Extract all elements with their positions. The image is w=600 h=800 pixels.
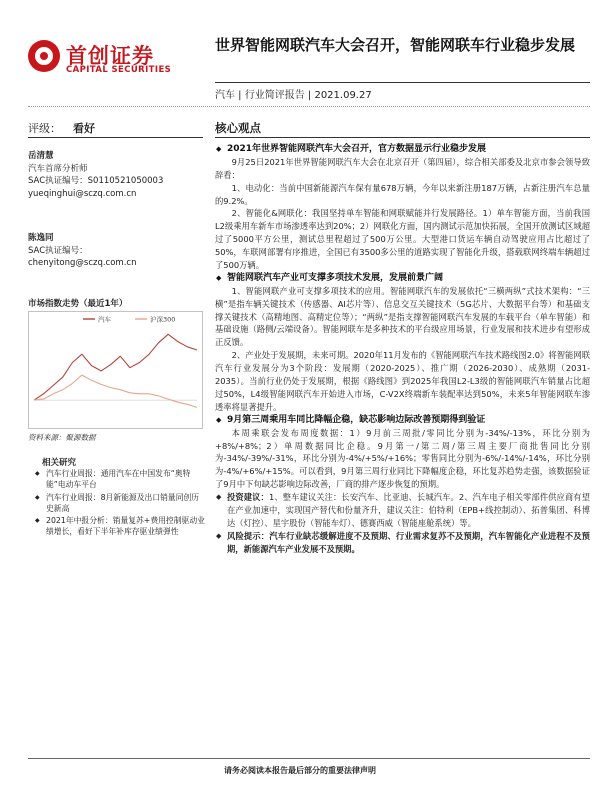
- section-heading: ◆ 智能网联汽车产业可支撑多项技术发展，发展前景广阔: [215, 272, 590, 285]
- investment-advice: [215, 491, 590, 530]
- right-divider: [215, 137, 590, 138]
- paragraph: 本周乘联会发布周度数据：1）9月前三周批/零同比分别为-34%/-13%，环比分别为+8%/+8%；2）单周数据同比企稳。9月第一/第二周/第三周主要厂商批售同比分别为-34%/-39%/-31%，环比分别为-4%/+5%/+16%；零售同比分别为-6%/-14%/-14%，环比分别为-4%/+6%/+15%。可以看到，9月第三周行业同比下降幅度企稳，环比复苏趋势走强，该数据验证了9月中下旬缺芯影响边际改善，厂商的排产逐步恢复的预期。: [215, 427, 590, 490]
- investment-advice-text: 1、整车建议关注：长安汽车、比亚迪、长城汽车。2、汽车电子相关零部件供应商有望在产业加速中，实现国产替代和份量齐升，建议关注：伯特利（EPB+线控制动）、拓普集团、科博达（灯控）、星宇股份（智能车灯）、德赛西威（智能座舱系统）等。: [227, 492, 590, 528]
- chart-source: 资料来源：聚源数据: [28, 433, 96, 442]
- core-views-title: 核心观点: [215, 121, 261, 135]
- chart-frame: [29, 312, 203, 429]
- paragraph: 1、电动化：当前中国新能源汽车保有量678万辆，今年以来新注册187万辆，占新注册汽车总量的9.2%。: [215, 182, 590, 206]
- chart-title: 市场指数走势（最近1年）: [28, 299, 128, 309]
- risk-warning: [215, 530, 590, 556]
- footer-disclaimer: 请务必阅读本报告最后部分的重要法律声明: [224, 766, 376, 775]
- paragraph: 2、产业处于发展期，未来可期。2020年11月发布的《智能网联汽车技术路线图2.0》将智能网联汽车行业发展分为3个阶段：发展期（2020-2025）、推广期（2026-2030）、成熟期（2031-2035）。当前行业仍处于发展期，根据《路线图》到2025年我国L2-L3级的智能网联汽车销量占比超过50%，L4级智能网联汽车开始进入市场，C-V2X终端新车装配率达到50%，未来5年智能网联车渗透率将显著提升。: [215, 350, 590, 412]
- risk-warning-text: 汽车行业缺芯缓解进度不及预期、行业需求复苏不及预期，汽车智能化产业进程不及预期，新能源汽车产业发展不及预期。: [227, 530, 590, 554]
- title-divider: [215, 82, 590, 83]
- header-dotted-divider: [28, 106, 590, 107]
- logo-name-en: CAPITAL SECURITIES: [66, 65, 172, 75]
- report-meta: 汽车 | 行业简评报告 | 2021.09.27: [215, 90, 372, 101]
- analyst-card: [28, 232, 136, 270]
- analyst-sac: SAC执证编号：: [28, 245, 88, 256]
- related-research-title: 相关研究: [42, 458, 77, 468]
- related-research-list: [34, 468, 206, 539]
- risk-warning-label: 风险提示：: [227, 530, 270, 541]
- related-research-item[interactable]: ◆ 汽车行业周报：通用汽车在中国发布“奥特能”电动车平台: [34, 468, 206, 491]
- logo-mark-icon: [28, 40, 60, 72]
- core-views-content: [215, 143, 590, 556]
- analyst-name: 陈逸同: [28, 233, 54, 243]
- rating-label: 评级：: [28, 122, 61, 135]
- company-logo: [28, 38, 200, 78]
- analyst-name: 岳清慧: [28, 151, 54, 161]
- series-line-沪深300: [34, 375, 197, 407]
- left-divider: [28, 137, 203, 138]
- related-research-item[interactable]: ◆ 汽车行业周报：8月新能源及出口销量同创历史新高: [34, 492, 206, 515]
- section-heading: ◆ 9月第三周乘用车同比降幅企稳，缺芯影响边际改善预期得到验证: [215, 414, 590, 427]
- analyst-sac: SAC执证编号：S0110521050003: [28, 176, 164, 186]
- market-index-chart: [28, 311, 203, 429]
- report-title: 世界智能网联汽车大会召开，智能网联车行业稳步发展: [215, 36, 576, 54]
- paragraph: 1、智能网联产业可支撑多项技术的应用。智能网联汽车的发展依托“三横两纵”式技术架构：“三横”是指车辆关键技术（传感器、AI芯片等）、信息交互关键技术（5G芯片、大数据平台等）和基础支撑关键技术（高精地图、高精定位等）；“两纵”是指支撑智能网联汽车发展的车载平台（单车智能）和基础设施（路侧/云端设备）。智能网联车是多种技术的平台级应用场景，行业发展和技术进步有望形成正反馈。: [215, 285, 590, 348]
- paragraph: 2、智能化&网联化：我国坚持单车智能和网联赋能并行发展路径。1）单车智能方面，当前我国L2级乘用车新车市场渗透率达到20%；2）网联化方面，国内测试示范加快拓展，全国开放测试区域超过了5000平方公里，测试总里程超过了500万公里。大型港口货运车辆自动驾驶应用占比超过了50%，车联网部署有序推进，全国已有3500多公里的道路实现了智能化升级，搭载联网终端车辆超过了500万辆。: [215, 208, 590, 271]
- diamond-bullet-icon: ◆: [216, 493, 222, 502]
- analyst-email: yueqinghui@sczq.com.cn: [28, 188, 137, 199]
- paragraph: 9月25日2021年世界智能网联汽车大会在北京召开（第四届），综合相关部委及北京市参会领导致辞看：: [215, 156, 590, 180]
- rating-value: 看好: [73, 122, 95, 135]
- series-line-汽车: [34, 334, 197, 400]
- logo-name-cn: 首创证券: [66, 44, 154, 68]
- related-research-item[interactable]: ◆ 2021年中报分析：销量复苏+费用控制驱动业绩增长，看好下半年补库存驱业绩弹性: [34, 515, 206, 538]
- footer-divider: [28, 758, 590, 759]
- section-heading: ◆ 2021年世界智能网联汽车大会召开，官方数据显示行业稳步发展: [215, 143, 590, 156]
- legend-label: 汽车: [98, 315, 111, 324]
- analyst-title: 汽车首席分析师: [28, 163, 88, 174]
- analyst-card: [28, 150, 163, 200]
- analyst-email: chenyitong@sczq.com.cn: [28, 258, 137, 268]
- chart-svg: [28, 311, 203, 429]
- rating: [28, 120, 95, 136]
- legend-label: 沪深300: [150, 315, 176, 324]
- investment-advice-label: 投资建议：: [227, 492, 269, 503]
- diamond-bullet-icon: ◆: [216, 531, 222, 540]
